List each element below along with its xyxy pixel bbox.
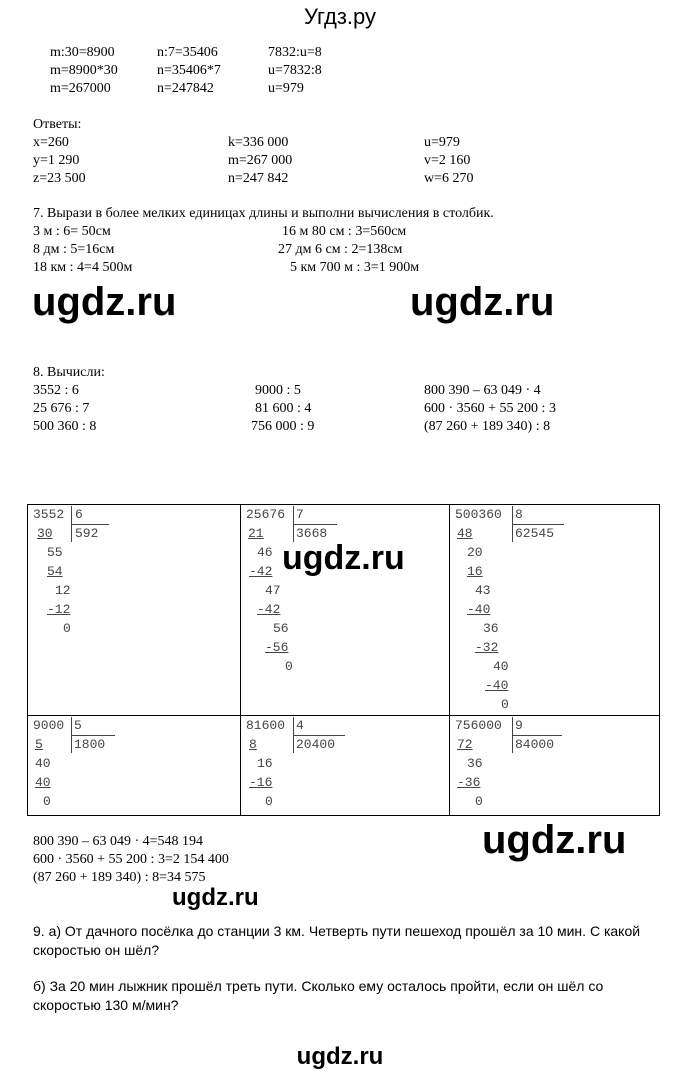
step: 5 <box>35 737 43 752</box>
step: 72 <box>457 737 473 752</box>
answer-cell: k=336 000 <box>228 135 289 150</box>
step: 40 <box>493 659 509 674</box>
step: 0 <box>63 621 71 636</box>
watermark-logo: ugdz.ru <box>482 818 627 862</box>
step: -36 <box>457 775 481 790</box>
step: 54 <box>47 564 63 579</box>
step: 0 <box>43 794 51 809</box>
step: 48 <box>457 526 473 541</box>
footer-site: ugdz.ru <box>296 1043 384 1070</box>
task7-cell: 16 м 80 см : 3=560см <box>282 224 407 239</box>
quotient: 1800 <box>74 737 106 752</box>
division-bar <box>293 735 345 736</box>
step: 0 <box>285 659 293 674</box>
task8-cell: 756 000 : 9 <box>251 419 315 434</box>
dividend: 81600 <box>246 718 286 733</box>
step: -40 <box>467 602 491 617</box>
result-line: 600 · 3560 + 55 200 : 3=2 154 400 <box>33 852 229 867</box>
step: -56 <box>265 640 289 655</box>
step: 55 <box>47 545 63 560</box>
task9-a-line: 9. а) От дачного посёлка до станции 3 км. Четверть пути пешеход прошёл за 10 мин. С какой <box>33 923 641 939</box>
dividend: 3552 <box>33 507 65 522</box>
task8-cell: 600 · 3560 + 55 200 : 3 <box>424 401 556 416</box>
task8-title: 8. Вычисли: <box>33 365 105 380</box>
step: -16 <box>249 775 273 790</box>
step: -12 <box>47 602 71 617</box>
step: 40 <box>35 756 51 771</box>
answer-cell: u=979 <box>424 135 460 150</box>
step: 40 <box>35 775 51 790</box>
divisor: 9 <box>515 718 523 733</box>
quotient: 592 <box>75 526 99 541</box>
task9-b-line: скоростью 130 м/мин? <box>33 997 179 1013</box>
dividend: 25676 <box>246 507 286 522</box>
division-bar <box>71 524 109 525</box>
task8-cell: (87 260 + 189 340) : 8 <box>424 419 551 434</box>
result-line: (87 260 + 189 340) : 8=34 575 <box>33 870 206 885</box>
quotient: 20400 <box>296 737 336 752</box>
answer-cell: y=1 290 <box>33 153 80 168</box>
eq-cell: m=267000 <box>50 81 111 96</box>
step: 16 <box>467 564 483 579</box>
result-line: 800 390 – 63 049 · 4=548 194 <box>33 834 204 849</box>
task8-cell: 25 676 : 7 <box>33 401 90 416</box>
eq-cell: 7832:u=8 <box>268 45 322 60</box>
division-bar <box>512 524 564 525</box>
task8-cell: 500 360 : 8 <box>33 419 97 434</box>
watermark-logo: ugdz.ru <box>172 884 259 911</box>
task7-cell: 27 дм 6 см : 2=138см <box>278 242 403 257</box>
answer-cell: w=6 270 <box>424 171 474 186</box>
step: 43 <box>475 583 491 598</box>
divisor: 5 <box>74 718 82 733</box>
step: -42 <box>257 602 281 617</box>
answer-cell: m=267 000 <box>228 153 293 168</box>
step: -42 <box>249 564 273 579</box>
step: 36 <box>483 621 499 636</box>
task7-title: 7. Вырази в более мелких единицах длины и выполни вычисления в столбик. <box>33 206 494 221</box>
task7-cell: 8 дм : 5=16см <box>33 242 115 257</box>
step: 8 <box>249 737 257 752</box>
watermark-logo: ugdz.ru <box>282 539 405 577</box>
task9-b-line: б) За 20 мин лыжник прошёл треть пути. Сколько ему осталось пройти, если он шёл со <box>33 978 604 994</box>
dividend: 500360 <box>455 507 502 522</box>
divisor: 8 <box>515 507 523 522</box>
dividend: 9000 <box>33 718 65 733</box>
step: -32 <box>475 640 499 655</box>
eq-cell: u=979 <box>268 81 304 96</box>
divisor: 6 <box>75 507 83 522</box>
step: 16 <box>257 756 273 771</box>
eq-cell: m=8900*30 <box>50 63 118 78</box>
division-bar <box>71 735 115 736</box>
step: 12 <box>55 583 71 598</box>
dividend: 756000 <box>455 718 502 733</box>
step: 21 <box>248 526 264 541</box>
divisor: 7 <box>296 507 304 522</box>
task7-cell: 5 км 700 м : 3=1 900м <box>290 260 420 275</box>
task7-cell: 18 км : 4=4 500м <box>33 260 133 275</box>
step: 56 <box>273 621 289 636</box>
task8-cell: 3552 : 6 <box>33 383 79 398</box>
quotient: 62545 <box>515 526 555 541</box>
step: 0 <box>501 697 509 712</box>
divisor: 4 <box>296 718 304 733</box>
watermark-logo: ugdz.ru <box>32 280 177 324</box>
task9-a-line: скоростью он шёл? <box>33 942 160 958</box>
watermark-logo: ugdz.ru <box>410 280 555 324</box>
step: 46 <box>257 545 273 560</box>
answer-cell: z=23 500 <box>33 171 86 186</box>
task8-cell: 800 390 – 63 049 · 4 <box>424 383 541 398</box>
step: 0 <box>475 794 483 809</box>
eq-cell: n:7=35406 <box>157 45 218 60</box>
step: 36 <box>467 756 483 771</box>
answer-cell: x=260 <box>33 135 69 150</box>
division-bar <box>512 735 562 736</box>
eq-cell: n=35406*7 <box>157 63 221 78</box>
eq-cell: m:30=8900 <box>50 45 115 60</box>
step: 30 <box>37 526 53 541</box>
task8-cell: 9000 : 5 <box>255 383 301 398</box>
task8-cell: 81 600 : 4 <box>255 401 312 416</box>
eq-cell: u=7832:8 <box>268 63 322 78</box>
quotient: 3668 <box>296 526 328 541</box>
quotient: 84000 <box>515 737 555 752</box>
division-bar <box>293 524 337 525</box>
eq-cell: n=247842 <box>157 81 214 96</box>
task7-cell: 3 м : 6= 50см <box>33 224 111 239</box>
step: 20 <box>467 545 483 560</box>
step: -40 <box>485 678 509 693</box>
site-header: Угдз.ру <box>303 4 377 29</box>
answer-cell: v=2 160 <box>424 153 471 168</box>
answer-cell: n=247 842 <box>228 171 289 186</box>
step: 0 <box>265 794 273 809</box>
answers-title: Ответы: <box>33 117 82 132</box>
step: 47 <box>265 583 281 598</box>
